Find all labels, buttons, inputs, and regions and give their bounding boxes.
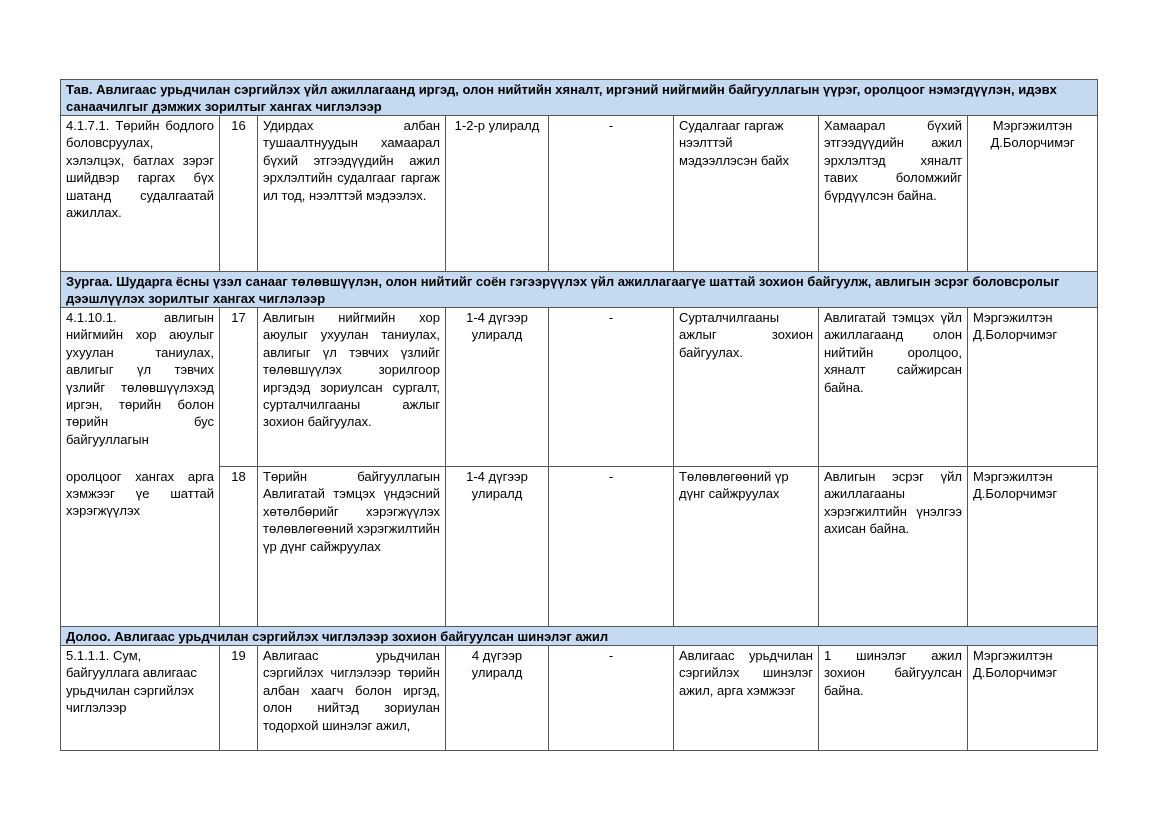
section-header-7: Долоо. Авлигаас урьдчилан сэргийлэх чиглэлээр зохион байгуулсан шинэлэг ажил <box>61 627 1098 646</box>
row-number: 16 <box>220 116 258 272</box>
table-row <box>61 467 1098 627</box>
indicator-cell: 1 шинэлэг ажил зохион байгуулсан байна. <box>819 646 968 751</box>
output-cell: Төлөвлөгөөний үр дүнг сайжруулах <box>674 467 819 627</box>
objective-cell: 4.1.7.1. Төрийн бодлого боловсруулах, хэлэлцэх, батлах зэрэг шийдвэр гаргах бүх шатанд судалгаатай ажиллах. <box>61 116 220 272</box>
row-number: 19 <box>220 646 258 751</box>
row-number: 17 <box>220 308 258 467</box>
objective-cell: 4.1.10.1. авлигын нийгмийн хор аюулыг ухуулан таниулах, авлигыг үл тэвчих үзлийг төлөвшүүлэхэд иргэн, төрийн болон төрийн бус байгууллагын <box>61 308 220 467</box>
section-header-6: Зургаа. Шударга ёсны үзэл санааг төлөвшүүлэн, олон нийтийг соён гэгээрүүлэх үйл ажиллагаагүе шаттай зохион байгуулж, авлигын эсрэг боловсролыг дээшлүүлэх зорилтыг хангах чиглэлээр <box>61 272 1098 308</box>
deadline-cell: 1-4 дүгээр улиралд <box>446 308 549 467</box>
responsible-cell: Мэргэжилтэн Д.Болорчимэг <box>968 116 1098 272</box>
responsible-cell: Мэргэжилтэн Д.Болорчимэг <box>968 646 1098 751</box>
output-cell: Авлигаас урьдчилан сэргийлэх шинэлэг ажил, арга хэмжээг <box>674 646 819 751</box>
output-cell: Судалгааг гаргаж нээлттэй мэдээллэсэн байх <box>674 116 819 272</box>
objective-cell: 5.1.1.1. Сум, байгууллага авлигаас урьдчилан сэргийлэх чиглэлээр <box>61 646 220 751</box>
activity-cell: Авлигын нийгмийн хор аюулыг ухуулан таниулах, авлигыг үл тэвчих үзлийг төлөвшүүлэх зорилгоор иргэдэд зориулсан сургалт, сурталчилгааны ажлыг зохион байгуулах. <box>258 308 446 467</box>
objective-cell: оролцоог хангах арга хэмжээг үе шаттай хэрэгжүүлэх <box>61 467 220 627</box>
budget-cell: - <box>549 646 674 751</box>
table-row <box>61 646 1098 751</box>
section-header-5: Тав. Авлигаас урьдчилан сэргийлэх үйл ажиллагаанд иргэд, олон нийтийн хяналт, иргэний нийгмийн байгууллагын үүрэг, оролцоог нэмэгдүүлэн, идэвх санаачилгыг дэмжих зорилтыг хангах чиглэлээр <box>61 80 1098 116</box>
indicator-cell: Авлигын эсрэг үйл ажиллагааны хэрэгжилтийн үнэлгээ ахисан байна. <box>819 467 968 627</box>
activity-cell: Удирдах албан тушаалтнуудын хамаарал бүхий этгээдүүдийн ажил эрхлэлтийн судалгааг гаргаж ил тод, нээлттэй мэдээлэх. <box>258 116 446 272</box>
table-row <box>61 308 1098 467</box>
indicator-cell: Хамаарал бүхий этгээдүүдийн ажил эрхлэлтэд хяналт тавих боломжийг бүрдүүлсэн байна. <box>819 116 968 272</box>
output-cell: Сурталчилгааны ажлыг зохион байгуулах. <box>674 308 819 467</box>
action-plan-table <box>60 79 1098 751</box>
budget-cell: - <box>549 308 674 467</box>
budget-cell: - <box>549 116 674 272</box>
table-row <box>61 116 1098 272</box>
deadline-cell: 1-4 дүгээр улиралд <box>446 467 549 627</box>
indicator-cell: Авлигатай тэмцэх үйл ажиллагаанд олон нийтийн оролцоо, хяналт сайжирсан байна. <box>819 308 968 467</box>
activity-cell: Төрийн байгууллагын Авлигатай тэмцэх үндэсний хөтөлбөрийг хэрэгжүүлэх төлөвлөгөөний хэрэгжилтийн үр дүнг сайжруулах <box>258 467 446 627</box>
budget-cell: - <box>549 467 674 627</box>
deadline-cell: 1-2-р улиралд <box>446 116 549 272</box>
row-number: 18 <box>220 467 258 627</box>
responsible-cell: Мэргэжилтэн Д.Болорчимэг <box>968 308 1098 467</box>
activity-cell: Авлигаас урьдчилан сэргийлэх чиглэлээр төрийн албан хаагч болон иргэд, олон нийтэд зориулан тодорхой шинэлэг ажил, <box>258 646 446 751</box>
responsible-cell: Мэргэжилтэн Д.Болорчимэг <box>968 467 1098 627</box>
deadline-cell: 4 дүгээр улиралд <box>446 646 549 751</box>
